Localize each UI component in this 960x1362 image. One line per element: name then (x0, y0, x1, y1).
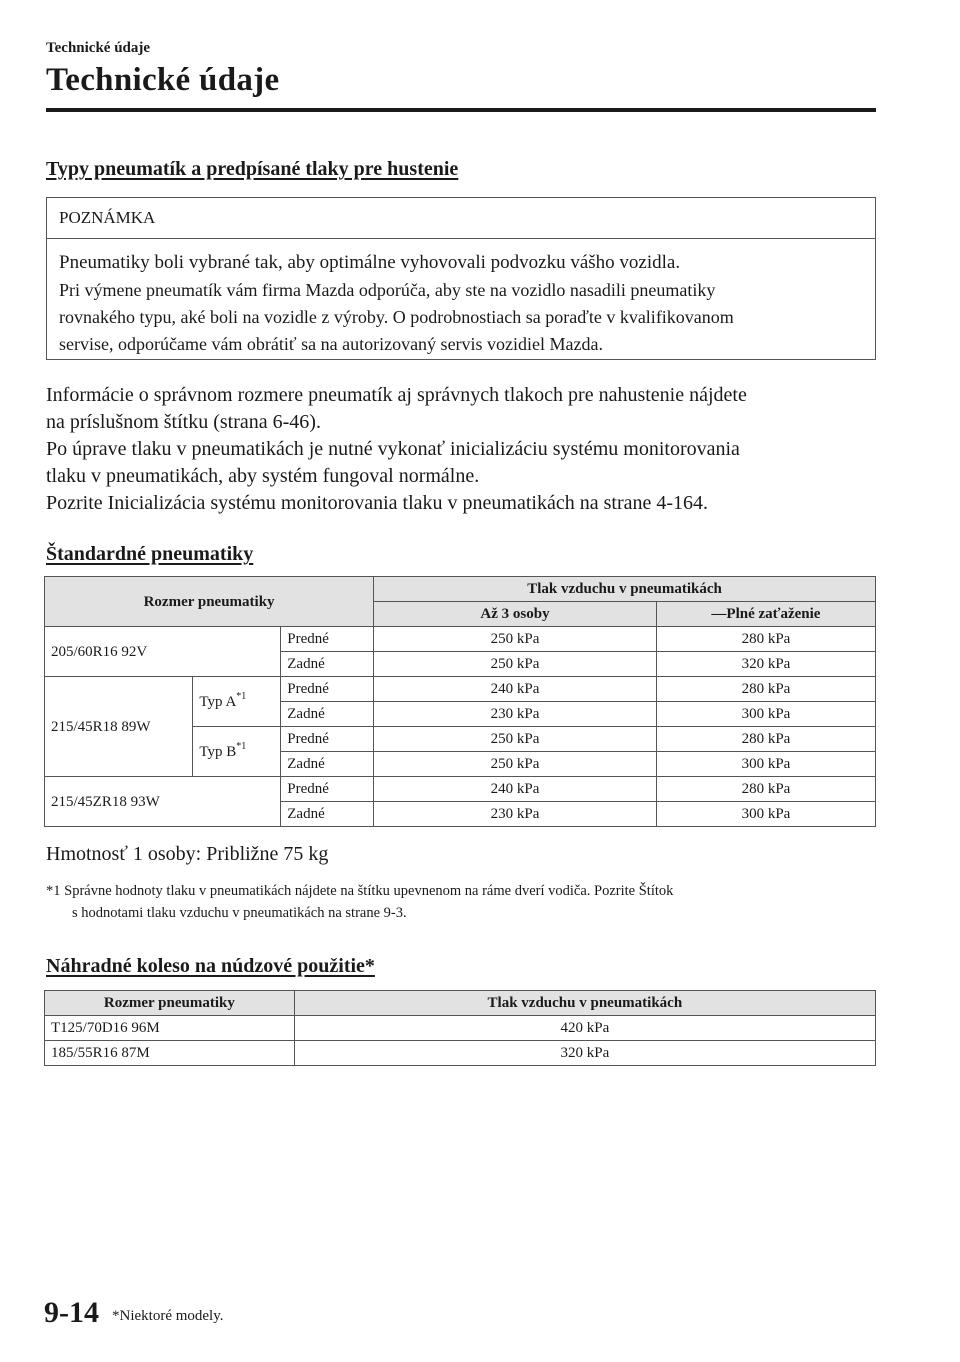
para-line: tlaku v pneumatikách, aby systém fungoval normálne. (46, 465, 480, 487)
type-cell (193, 677, 281, 727)
pressure-cell: 250 kPa (374, 727, 657, 752)
axle-cell: Zadné (281, 702, 374, 727)
pressure-cell: 300 kPa (656, 752, 875, 777)
table-row (45, 1041, 876, 1066)
spare-tire-table (44, 990, 876, 1066)
axle-cell: Predné (281, 727, 374, 752)
para-line: Informácie o správnom rozmere pneumatík aj správnych tlakoch pre nahustenie nájdete (46, 384, 747, 406)
note-line: rovnakého typu, aké boli na vozidle z výroby. O podrobnostiach sa poraďte v kvalifikovanom (59, 307, 734, 327)
table-row (45, 627, 876, 652)
pressure-cell: 230 kPa (374, 802, 657, 827)
col-header-up-to-3: Až 3 osoby (374, 602, 657, 627)
table-row (45, 777, 876, 802)
footnote-marker: *1 (236, 740, 247, 752)
pressure-cell: 250 kPa (374, 752, 657, 777)
person-weight-note: Hmotnosť 1 osoby: Približne 75 kg (46, 843, 329, 865)
pressure-cell: 300 kPa (656, 802, 875, 827)
tire-size-cell: 215/45R18 89W (45, 677, 193, 777)
axle-cell: Zadné (281, 652, 374, 677)
tire-size-cell: 185/55R16 87M (45, 1041, 295, 1066)
pressure-cell: 420 kPa (294, 1016, 875, 1041)
axle-cell: Predné (281, 677, 374, 702)
axle-cell: Predné (281, 777, 374, 802)
footnote-line: *1 Správne hodnoty tlaku v pneumatikách nájdete na štítku upevnenom na ráme dverí vodiča. Pozrite Štítok (46, 883, 674, 899)
col-header-pressure: Tlak vzduchu v pneumatikách (294, 991, 875, 1016)
chapter-title: Technické údaje (46, 62, 280, 98)
pressure-cell: 280 kPa (656, 627, 875, 652)
models-footnote: *Niektoré modely. (112, 1308, 224, 1324)
type-label: Typ A (199, 693, 237, 710)
standard-tire-table (44, 576, 876, 827)
tire-size-cell: 215/45ZR18 93W (45, 777, 281, 827)
footnote-line: s hodnotami tlaku vzduchu v pneumatikách na strane 9-3. (72, 905, 407, 921)
note-line: servise, odporúčame vám obrátiť sa na autorizovaný servis vozidiel Mazda. (59, 334, 604, 354)
header-rule (46, 108, 876, 112)
pressure-cell: 240 kPa (374, 677, 657, 702)
page-number: 9-14 (44, 1296, 99, 1329)
pressure-cell: 280 kPa (656, 777, 875, 802)
col-header-size: Rozmer pneumatiky (45, 991, 295, 1016)
axle-cell: Predné (281, 627, 374, 652)
table-row (45, 677, 876, 702)
col-header-size: Rozmer pneumatiky (45, 577, 374, 627)
tire-size-cell: T125/70D16 96M (45, 1016, 295, 1041)
section-title-standard: Štandardné pneumatiky (46, 543, 254, 565)
table-header-row (45, 577, 876, 602)
running-header: Technické údaje (46, 40, 151, 56)
section-title-tire-types: Typy pneumatík a predpísané tlaky pre hustenie (46, 158, 459, 180)
table-header-row (45, 991, 876, 1016)
section-title-spare: Náhradné koleso na núdzové použitie* (46, 955, 375, 977)
type-label: Typ B (199, 743, 237, 760)
para-line: na príslušnom štítku (strana 6-46). (46, 411, 321, 433)
axle-cell: Zadné (281, 802, 374, 827)
pressure-cell: 240 kPa (374, 777, 657, 802)
pressure-cell: 230 kPa (374, 702, 657, 727)
tire-size-cell: 205/60R16 92V (45, 627, 281, 677)
para-line: Po úprave tlaku v pneumatikách je nutné vykonať inicializáciu systému monitorovania (46, 438, 740, 460)
pressure-cell: 280 kPa (656, 677, 875, 702)
col-header-full-load: —Plné zaťaženie (656, 602, 875, 627)
note-box (46, 197, 876, 360)
info-paragraph (46, 382, 876, 517)
note-line: Pri výmene pneumatík vám firma Mazda odporúča, aby ste na vozidlo nasadili pneumatiky (59, 280, 716, 300)
note-body (47, 239, 875, 358)
type-cell (193, 727, 281, 777)
pressure-cell: 280 kPa (656, 727, 875, 752)
pressure-cell: 320 kPa (294, 1041, 875, 1066)
pressure-cell: 320 kPa (656, 652, 875, 677)
note-line: Pneumatiky boli vybrané tak, aby optimálne vyhovovali podvozku vášho vozidla. (59, 252, 681, 273)
footnote (46, 880, 673, 924)
note-heading: POZNÁMKA (47, 198, 875, 239)
footnote-marker: *1 (236, 690, 247, 702)
pressure-cell: 250 kPa (374, 652, 657, 677)
table-row (45, 1016, 876, 1041)
para-line: Pozrite Inicializácia systému monitorovania tlaku v pneumatikách na strane 4-164. (46, 492, 709, 514)
pressure-cell: 250 kPa (374, 627, 657, 652)
pressure-cell: 300 kPa (656, 702, 875, 727)
col-header-pressure: Tlak vzduchu v pneumatikách (374, 577, 876, 602)
axle-cell: Zadné (281, 752, 374, 777)
